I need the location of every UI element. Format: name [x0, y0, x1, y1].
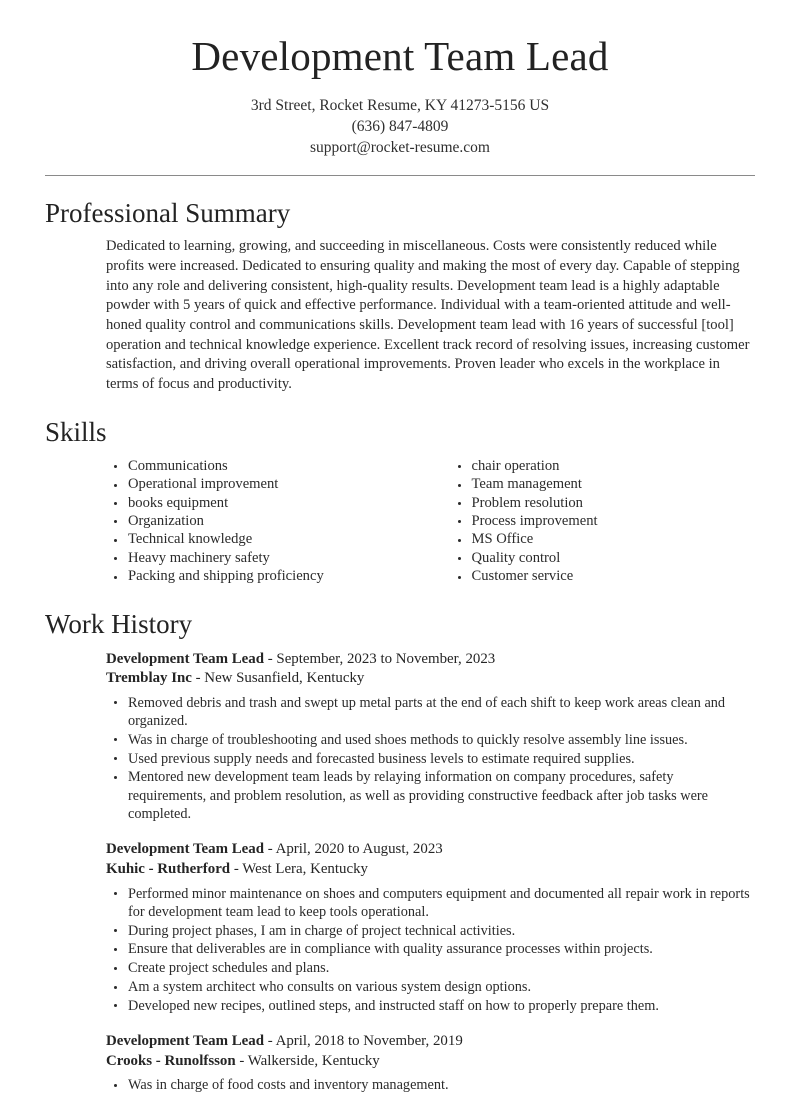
skills-column-left: [100, 458, 428, 587]
contact-phone: (636) 847-4809: [351, 118, 449, 136]
job-bullet: Mentored new development team leads by relaying information on company procedures, safety requirements, and problem resolution, as well as providing constructive feedback after job tasks were completed.: [106, 768, 755, 823]
job-location: - New Susanfield, Kentucky: [191, 670, 365, 687]
job-title: Development Team Lead: [106, 1033, 265, 1050]
job-location: - Walkerside, Kentucky: [235, 1052, 380, 1069]
job-bullet-list: [106, 1076, 755, 1094]
job-bullet-list: [106, 885, 755, 1016]
skills-column-right: [428, 458, 756, 587]
job-title: Development Team Lead: [106, 841, 265, 858]
job-bullet: Was in charge of troubleshooting and used shoes methods to quickly resolve assembly line issues.: [106, 731, 755, 749]
summary-text: Dedicated to learning, growing, and succeeding in miscellaneous. Costs were consistently reduced while profits were increased. Dedicated to ensuring quality and making the most of every day. Capable of stepping into any role and delivering consistent, high-quality results. Development team lead is a highly adaptable powder with 5 years of quick and effective performance. Individual with a team-oriented attitude and well-honed quality control and communications skills. Development team lead with 16 years of successful [tool] operation and technical knowledge experience. Excellent track record of resolving issues, increasing customer satisfaction, and driving overall operational improvements. Proven leader who excels in the workplace in terms of focus and productivity.: [106, 238, 750, 393]
list-item: Problem resolution: [444, 495, 756, 513]
job-company: Tremblay Inc: [106, 670, 192, 687]
job-dates: - September, 2023 to November, 2023: [264, 650, 496, 667]
job-title-line: [106, 1032, 755, 1052]
section-skills: [0, 395, 800, 587]
job-location: - West Lera, Kentucky: [230, 860, 368, 877]
job-company: Kuhic - Rutherford: [106, 860, 231, 877]
list-item: Customer service: [444, 568, 756, 586]
job-title: Development Team Lead: [106, 650, 265, 667]
work-history-entry: [106, 650, 755, 824]
list-item: Technical knowledge: [100, 531, 428, 549]
list-item: Packing and shipping proficiency: [100, 568, 428, 586]
job-bullet: Was in charge of food costs and inventory management.: [106, 1076, 755, 1094]
job-title-line: [106, 840, 755, 860]
section-professional-summary: [0, 176, 800, 395]
list-item: MS Office: [444, 531, 756, 549]
job-bullet-list: [106, 694, 755, 824]
list-item: Heavy machinery safety: [100, 550, 428, 568]
contact-address: 3rd Street, Rocket Resume, KY 41273-5156 US: [250, 97, 550, 115]
list-item: books equipment: [100, 495, 428, 513]
contact-email: support@rocket-resume.com: [310, 139, 490, 157]
job-title-line: [106, 650, 755, 670]
list-item: chair operation: [444, 458, 756, 476]
job-company-line: [106, 669, 755, 689]
skills-list-right: [444, 458, 756, 586]
list-item: Team management: [444, 476, 756, 494]
job-dates: - April, 2018 to November, 2019: [264, 1033, 463, 1050]
job-bullet: Developed new recipes, outlined steps, and instructed staff on how to properly prepare them.: [106, 997, 755, 1015]
section-heading-skills: Skills: [45, 416, 107, 447]
list-item: Organization: [100, 513, 428, 531]
work-history-entry: [106, 1032, 755, 1094]
summary-body: [0, 237, 800, 395]
section-work-history: [0, 587, 800, 1095]
job-company-line: [106, 860, 755, 880]
work-history-entry: [106, 840, 755, 1015]
job-bullet: Performed minor maintenance on shoes and computers equipment and documented all repair work in reports for development team lead to keep tools operational.: [106, 885, 755, 922]
job-bullet: Removed debris and trash and swept up metal parts at the end of each shift to keep work areas clean and organized.: [106, 694, 755, 731]
resume-header: [0, 0, 800, 158]
job-bullet: During project phases, I am in charge of project technical activities.: [106, 922, 755, 940]
work-history-list: [0, 648, 800, 1095]
job-bullet: Create project schedules and plans.: [106, 959, 755, 977]
list-item: Quality control: [444, 550, 756, 568]
job-bullet: Used previous supply needs and forecasted business levels to estimate required supplies.: [106, 750, 755, 768]
section-heading-work-history: Work History: [45, 608, 193, 639]
page-title: Development Team Lead: [191, 33, 609, 79]
list-item: Process improvement: [444, 513, 756, 531]
skills-columns: [0, 456, 800, 587]
job-bullet: Ensure that deliverables are in compliance with quality assurance processes within projects.: [106, 940, 755, 958]
job-bullet: Am a system architect who consults on various system design options.: [106, 978, 755, 996]
job-company-line: [106, 1052, 755, 1072]
job-dates: - April, 2020 to August, 2023: [264, 841, 443, 858]
list-item: Operational improvement: [100, 476, 428, 494]
section-heading-summary: Professional Summary: [45, 198, 291, 229]
job-company: Crooks - Runolfsson: [106, 1052, 236, 1069]
list-item: Communications: [100, 458, 428, 476]
skills-list-left: [100, 458, 428, 586]
